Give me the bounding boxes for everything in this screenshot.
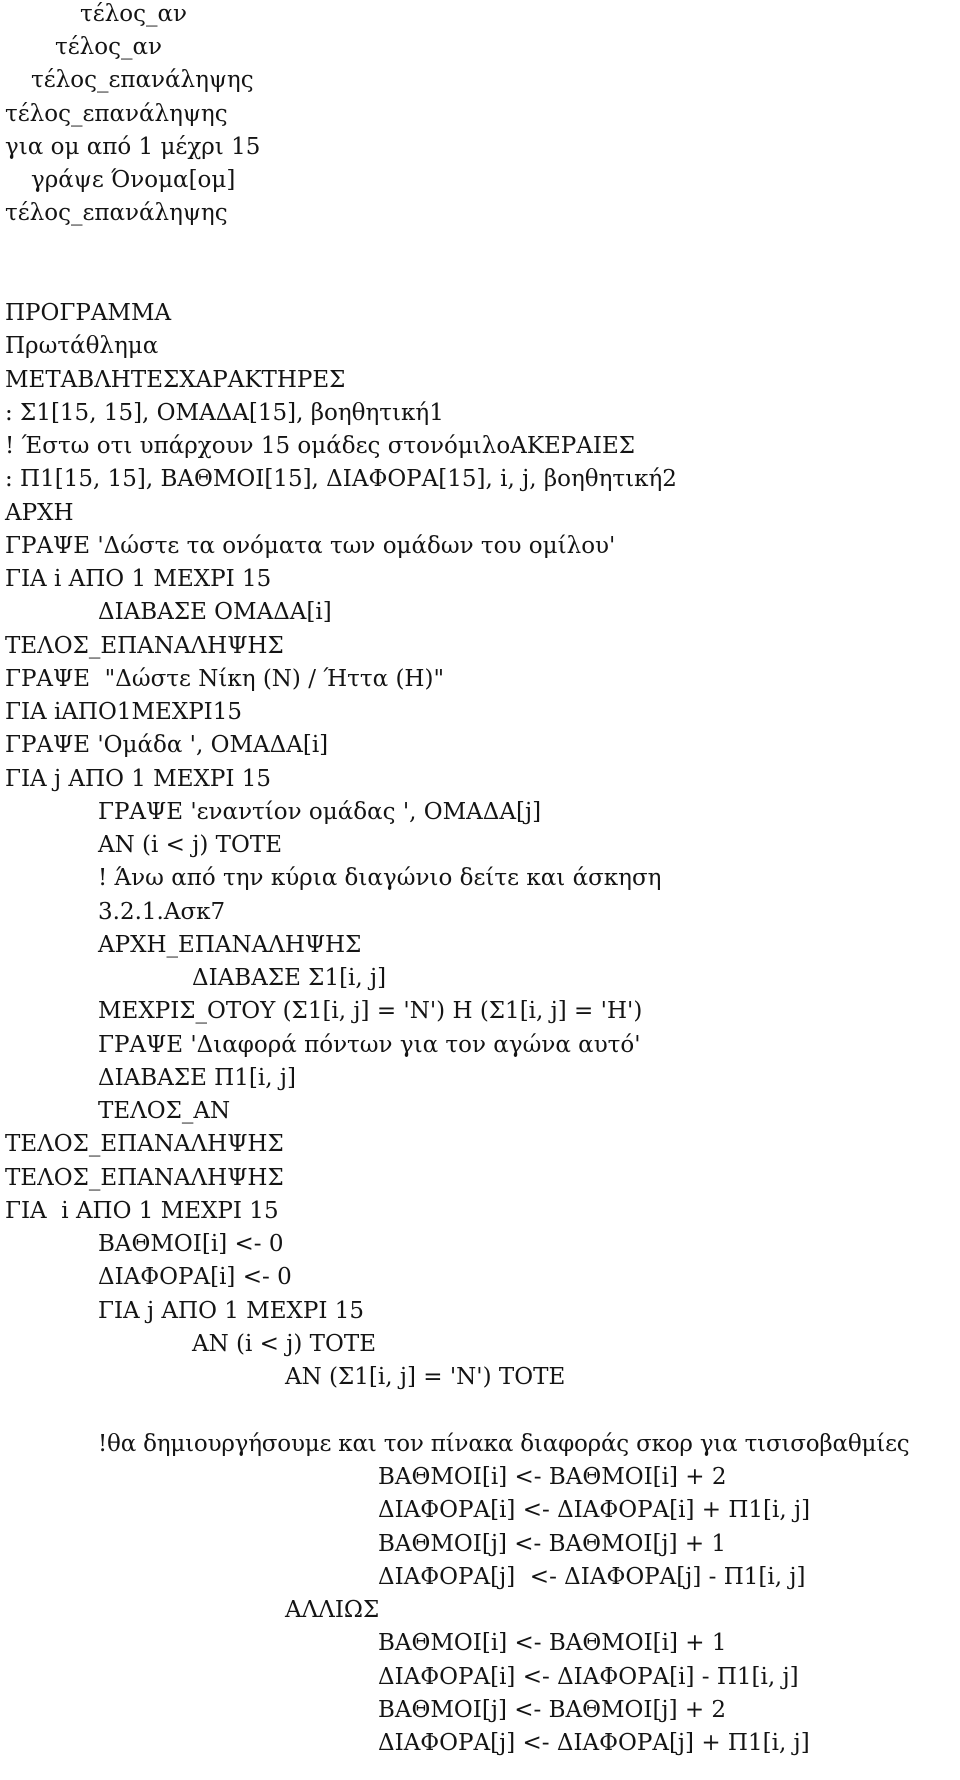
code-line: ΤΕΛΟΣ_ΕΠΑΝΑΛΗΨΗΣ bbox=[5, 633, 284, 659]
code-line: ΔΙΑΦΟΡΑ[j] <- ΔΙΑΦΟΡΑ[j] + Π1[i, j] bbox=[378, 1730, 810, 1756]
code-line: ΤΕΛΟΣ_ΕΠΑΝΑΛΗΨΗΣ bbox=[5, 1131, 284, 1157]
code-line: τέλος_αν bbox=[80, 1, 187, 27]
code-line: ΜΕΤΑΒΛΗΤΕΣΧΑΡΑΚΤΗΡΕΣ bbox=[5, 367, 346, 393]
code-comment: !θα δημιουργήσουμε και τον πίνακα διαφοράς σκορ για τισισοβαθμίες bbox=[98, 1431, 910, 1457]
code-line: ΤΕΛΟΣ_ΕΠΑΝΑΛΗΨΗΣ bbox=[5, 1165, 284, 1191]
code-line: γράψε Όνομα[ομ] bbox=[31, 167, 236, 193]
code-line: ΓΙΑ j ΑΠΟ 1 ΜΕΧΡΙ 15 bbox=[5, 766, 272, 792]
code-line: ΔΙΑΦΟΡΑ[j] <- ΔΙΑΦΟΡΑ[j] - Π1[i, j] bbox=[378, 1564, 806, 1590]
code-comment: 3.2.1.Ασκ7 bbox=[98, 899, 226, 925]
code-line: ΓΡΑΨΕ 'Διαφορά πόντων για τον αγώνα αυτό' bbox=[98, 1032, 641, 1058]
program-name: Πρωτάθλημα bbox=[5, 333, 159, 359]
code-line: ΔΙΑΦΟΡΑ[i] <- ΔΙΑΦΟΡΑ[i] + Π1[i, j] bbox=[378, 1497, 811, 1523]
code-line: ΑΡΧΗ bbox=[5, 500, 74, 526]
code-line: τέλος_επανάληψης bbox=[31, 67, 254, 93]
code-line: ΓΙΑ i ΑΠΟ 1 ΜΕΧΡΙ 15 bbox=[5, 1198, 279, 1224]
code-line: ΔΙΑΒΑΣΕ ΟΜΑΔΑ[i] bbox=[98, 599, 332, 625]
code-line: ΒΑΘΜΟΙ[i] <- ΒΑΘΜΟΙ[i] + 2 bbox=[378, 1464, 727, 1490]
code-line: ! Έστω οτι υπάρχουν 15 ομάδες στονόμιλοΑΚΕΡΑΙΕΣ bbox=[5, 433, 636, 459]
code-line: ΓΙΑ i ΑΠΟ 1 ΜΕΧΡΙ 15 bbox=[5, 566, 272, 592]
code-line: ΑΝ (i < j) ΤΟΤΕ bbox=[192, 1331, 377, 1357]
code-line: ΓΡΑΨΕ "Δώστε Νίκη (Ν) / Ήττα (Η)" bbox=[5, 666, 445, 692]
code-line: ΑΝ (i < j) ΤΟΤΕ bbox=[98, 832, 283, 858]
code-line: τέλος_επανάληψης bbox=[5, 200, 228, 226]
code-line: : Σ1[15, 15], ΟΜΑΔΑ[15], βοηθητική1 bbox=[5, 400, 444, 426]
code-line: ΔΙΑΒΑΣΕ Π1[i, j] bbox=[98, 1065, 296, 1091]
code-line: ΓΡΑΨΕ 'εναντίον ομάδας ', ΟΜΑΔΑ[j] bbox=[98, 799, 542, 825]
code-line: τέλος_αν bbox=[55, 34, 162, 60]
code-line: ΓΙΑ iΑΠΟ1ΜΕΧΡΙ15 bbox=[5, 699, 243, 725]
code-line: ΑΛΛΙΩΣ bbox=[285, 1597, 380, 1623]
code-comment: ! Άνω από την κύρια διαγώνιο δείτε και άσκηση bbox=[98, 865, 662, 891]
code-line: ΜΕΧΡΙΣ_ΟΤΟΥ (Σ1[i, j] = 'Ν') Η (Σ1[i, j] = 'Η') bbox=[98, 998, 643, 1024]
code-line: ΒΑΘΜΟΙ[j] <- ΒΑΘΜΟΙ[j] + 2 bbox=[378, 1697, 727, 1723]
code-line: ΓΙΑ j ΑΠΟ 1 ΜΕΧΡΙ 15 bbox=[98, 1298, 365, 1324]
code-line: ΔΙΑΒΑΣΕ Σ1[i, j] bbox=[192, 965, 387, 991]
code-line: για ομ από 1 μέχρι 15 bbox=[5, 134, 261, 160]
program-keyword: ΠΡΟΓΡΑΜΜΑ bbox=[5, 300, 172, 326]
code-line: ΑΡΧΗ_ΕΠΑΝΑΛΗΨΗΣ bbox=[98, 932, 362, 958]
code-line: ΒΑΘΜΟΙ[i] <- ΒΑΘΜΟΙ[i] + 1 bbox=[378, 1630, 727, 1656]
code-line: ΒΑΘΜΟΙ[i] <- 0 bbox=[98, 1231, 284, 1257]
code-line: ΤΕΛΟΣ_ΑΝ bbox=[98, 1098, 231, 1124]
code-line: ΔΙΑΦΟΡΑ[i] <- ΔΙΑΦΟΡΑ[i] - Π1[i, j] bbox=[378, 1664, 799, 1690]
code-line: τέλος_επανάληψης bbox=[5, 101, 228, 127]
code-line: ΓΡΑΨΕ 'Δώστε τα ονόματα των ομάδων του ομίλου' bbox=[5, 533, 616, 559]
code-line: : Π1[15, 15], ΒΑΘΜΟΙ[15], ΔΙΑΦΟΡΑ[15], i, j, βοηθητική2 bbox=[5, 466, 677, 492]
code-line: ΒΑΘΜΟΙ[j] <- ΒΑΘΜΟΙ[j] + 1 bbox=[378, 1531, 727, 1557]
code-line: ΑΝ (Σ1[i, j] = 'Ν') ΤΟΤΕ bbox=[285, 1364, 566, 1390]
code-line: ΔΙΑΦΟΡΑ[i] <- 0 bbox=[98, 1264, 292, 1290]
code-line: ΓΡΑΨΕ 'Ομάδα ', ΟΜΑΔΑ[i] bbox=[5, 732, 329, 758]
